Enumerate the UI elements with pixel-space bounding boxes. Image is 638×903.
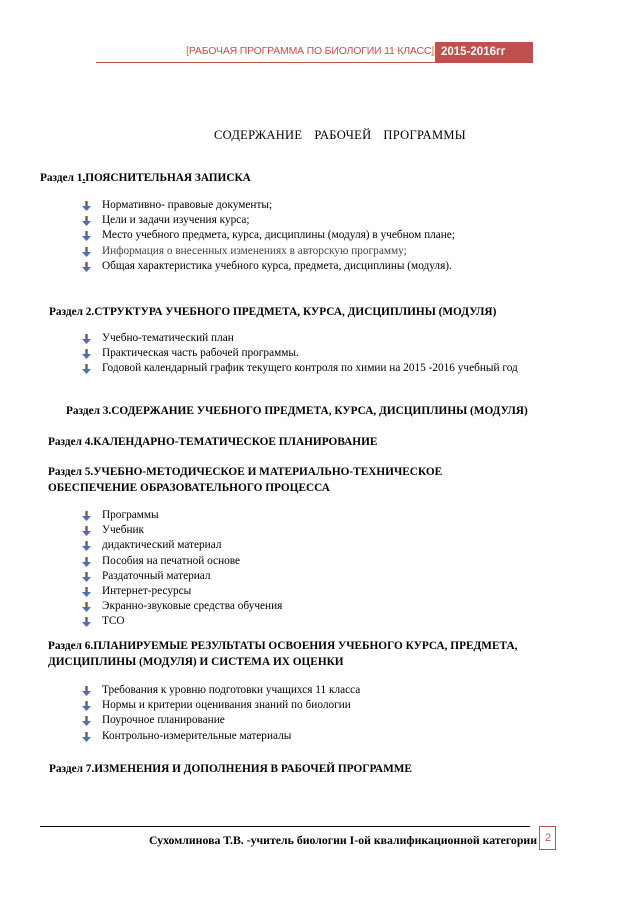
list-item (82, 361, 518, 376)
list-item-text: Цели и задачи изучения курса; (102, 214, 250, 227)
header-year-badge: 2015-2016гг (435, 42, 533, 62)
list-item (82, 346, 518, 361)
header-bracket-close: ] (431, 45, 434, 57)
list-item-text: Учебник (102, 524, 145, 537)
list-item-text: Годовой календарный график текущего контроля по химии на 2015 -2016 учебный год (102, 362, 518, 375)
list-item-text: Практическая часть рабочей программы. (102, 347, 299, 360)
list-item (82, 508, 282, 523)
list-item-text: Интернет-ресурсы (102, 584, 192, 597)
arrow-down-bullet-icon (82, 572, 91, 582)
arrow-down-bullet-icon (82, 247, 91, 257)
list-item-text: Общая характеристика учебного курса, предмета, дисциплины (модуля). (102, 259, 452, 272)
list-item (82, 244, 455, 259)
list-item-text: Пособия на печатной основе (102, 554, 241, 567)
section-1-list (82, 198, 455, 274)
arrow-down-bullet-icon (82, 732, 91, 742)
section-5-heading-line-1: Раздел 5.УЧЕБНО-МЕТОДИЧЕСКОЕ И МАТЕРИАЛЬНО-ТЕХНИЧЕСКОЕ (48, 466, 443, 478)
list-item (82, 198, 455, 213)
arrow-down-bullet-icon (82, 364, 91, 374)
section-1-prefix: Раздел 1 (40, 172, 83, 184)
arrow-down-bullet-icon (82, 334, 91, 344)
header-bracket-open: [ (186, 45, 189, 57)
list-item (82, 523, 282, 538)
section-4-heading: Раздел 4.КАЛЕНДАРНО-ТЕМАТИЧЕСКОЕ ПЛАНИРОВАНИЕ (48, 436, 378, 448)
list-item-text: Нормативно- правовые документы; (102, 199, 273, 211)
list-item-text: Учебно-тематический план (102, 332, 234, 344)
list-item (82, 569, 282, 584)
document-title (0, 128, 638, 143)
arrow-down-bullet-icon (82, 231, 91, 241)
list-item (82, 698, 360, 713)
list-item (82, 614, 282, 629)
section-2-heading: Раздел 2.СТРУКТУРА УЧЕБНОГО ПРЕДМЕТА, КУРСА, ДИСЦИПЛИНЫ (МОДУЛЯ) (49, 306, 497, 318)
header-title-text: РАБОЧАЯ ПРОГРАММА ПО БИОЛОГИИ 11 КЛАСС (188, 45, 432, 57)
list-item-text: Требования к уровню подготовки учащихся 11 класса (102, 684, 361, 696)
section-1-title: ПОЯСНИТЕЛЬНАЯ ЗАПИСКА (85, 172, 251, 184)
header-divider (96, 62, 533, 63)
list-item (82, 683, 360, 698)
title-word-2: РАБОЧЕЙ (314, 128, 372, 142)
arrow-down-bullet-icon (82, 617, 91, 627)
title-word-1: СОДЕРЖАНИЕ (213, 128, 303, 142)
arrow-down-bullet-icon (82, 201, 91, 211)
section-3-heading: Раздел 3.СОДЕРЖАНИЕ УЧЕБНОГО ПРЕДМЕТА, КУРСА, ДИСЦИПЛИНЫ (МОДУЛЯ) (66, 405, 528, 417)
list-item-text: ТСО (102, 615, 125, 628)
section-1-heading (40, 172, 251, 184)
arrow-down-bullet-icon (82, 587, 91, 597)
list-item (82, 584, 282, 599)
arrow-down-bullet-icon (82, 511, 91, 521)
title-word-3: ПРОГРАММЫ (383, 128, 467, 142)
footer-author: Сухомлинова Т.В. -учитель биологии I-ой квалификационной категории (148, 833, 537, 847)
list-item-text: Место учебного предмета, курса, дисциплины (модуля) в учебном плане; (102, 229, 455, 242)
header-title (134, 45, 434, 57)
list-item-text: Программы (102, 509, 159, 521)
arrow-down-bullet-icon (82, 557, 91, 567)
list-item-text: Экранно-звуковые средства обучения (102, 600, 283, 613)
footer-divider (40, 826, 530, 827)
section-6-heading-line-1: Раздел 6.ПЛАНИРУЕМЫЕ РЕЗУЛЬТАТЫ ОСВОЕНИЯ УЧЕБНОГО КУРСА, ПРЕДМЕТА, (48, 640, 518, 652)
list-item (82, 213, 455, 228)
list-item (82, 331, 518, 346)
list-item (82, 713, 360, 728)
arrow-down-bullet-icon (82, 716, 91, 726)
list-item-text: дидактический материал (102, 539, 222, 552)
arrow-down-bullet-icon (82, 541, 91, 551)
list-item (82, 538, 282, 553)
section-1-separator: . (82, 172, 86, 184)
page-header (0, 42, 638, 66)
list-item (82, 599, 282, 614)
section-5-list (82, 508, 282, 630)
list-item-text: Информация о внесенных изменениях в авторскую программу; (102, 244, 407, 257)
list-item (82, 259, 455, 274)
arrow-down-bullet-icon (82, 216, 91, 226)
section-6-heading-line-2: ДИСЦИПЛИНЫ (МОДУЛЯ) И СИСТЕМА ИХ ОЦЕНКИ (48, 656, 344, 668)
list-item (82, 554, 282, 569)
arrow-down-bullet-icon (82, 602, 91, 612)
list-item (82, 729, 360, 744)
list-item-text: Поурочное планирование (102, 714, 225, 727)
list-item (82, 228, 455, 243)
arrow-down-bullet-icon (82, 349, 91, 359)
arrow-down-bullet-icon (82, 686, 91, 696)
list-item-text: Раздаточный материал (102, 569, 211, 582)
arrow-down-bullet-icon (82, 262, 91, 272)
list-item-text: Нормы и критерии оценивания знаний по биологии (102, 699, 351, 712)
arrow-down-bullet-icon (82, 526, 91, 536)
section-5-heading-line-2: ОБЕСПЕЧЕНИЕ ОБРАЗОВАТЕЛЬНОГО ПРОЦЕССА (48, 482, 330, 494)
section-7-heading: Раздел 7.ИЗМЕНЕНИЯ И ДОПОЛНЕНИЯ В РАБОЧЕЙ ПРОГРАММЕ (49, 763, 412, 775)
arrow-down-bullet-icon (82, 701, 91, 711)
list-item-text: Контрольно-измерительные материалы (102, 729, 292, 742)
section-6-list (82, 683, 360, 744)
page-number: 2 (545, 832, 552, 844)
section-2-list (82, 331, 518, 377)
